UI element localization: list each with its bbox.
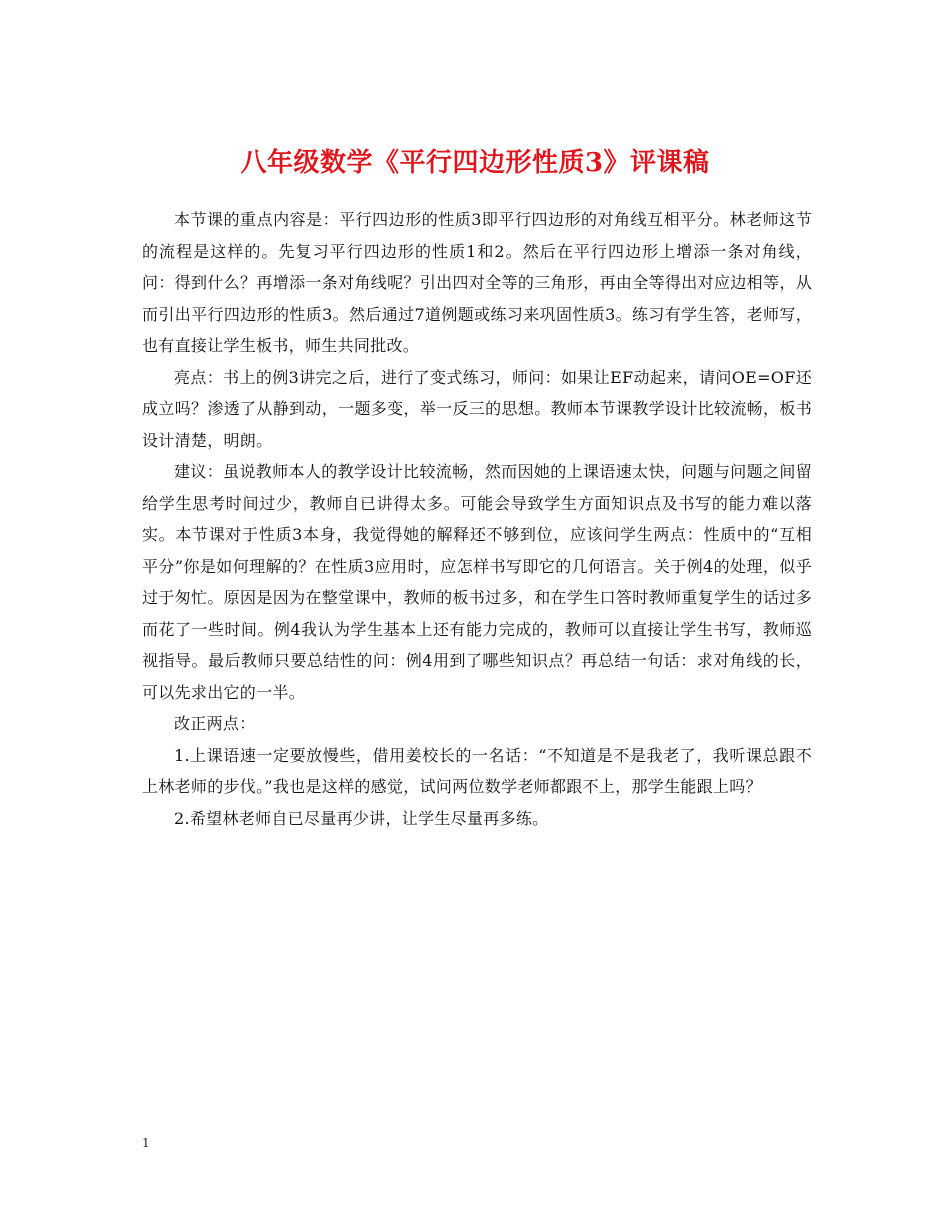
paragraph-improvement-2: 2.希望林老师自已尽量再少讲，让学生尽量再多练。 (174, 808, 549, 828)
document-title: 八年级数学《平行四边形性质3》评课稿 (240, 148, 710, 179)
paragraph-improvements-heading: 改正两点： (174, 714, 256, 733)
paragraph-highlights: 亮点：书上的例3讲完之后，进行了变式练习，师问：如果让EF动起来，请问OE=OF还成立吗？渗透了从静到动，一题多变，举一反三的思想。教师本节课教学设计比较流畅，板书设计清楚，明朗。 (142, 367, 812, 450)
page-number: 1 (142, 1136, 150, 1150)
paragraph-summary: 本节课的重点内容是：平行四边形的性质3即平行四边形的对角线互相平分。林老师这节的流程是这样的。先复习平行四边形的性质1和2。然后在平行四边形上增添一条对角线，问：得到什么？再增添一条对角线呢？引出四对全等的三角形，再由全等得出对应边相等，从而引出平行四边形的性质3。然后通过7道例题或练习来巩固性质3。练习有学生答，老师写，也有直接让学生板书，师生共同批改。 (142, 210, 812, 355)
paragraph-improvement-1: 1.上课语速一定要放慢些，借用姜校长的一名话：“不知道是不是我老了，我听课总跟不上林老师的步伐。”我也是这样的感觉，试问两位数学老师都跟不上，那学生能跟上吗？ (142, 745, 812, 796)
paragraph-suggestions: 建议：虽说教师本人的教学设计比较流畅，然而因她的上课语速太快，问题与问题之间留给学生思考时间过少，教师自已讲得太多。可能会导致学生方面知识点及书写的能力难以落实。本节课对于性质3本身，我觉得她的解释还不够到位，应该问学生两点：性质中的“互相平分”你是如何理解的？在性质3应用时，应怎样书写即它的几何语言。关于例4的处理，似乎过于匆忙。原因是因为在整堂课中，教师的板书过多，和在学生口答时教师重复学生的话过多而花了一些时间。例4我认为学生基本上还有能力完成的，教师可以直接让学生书写，教师巡视指导。最后教师只要总结性的问：例4用到了哪些知识点？再总结一句话：求对角线的长，可以先求出它的一半。 (142, 462, 812, 702)
document-body (142, 204, 812, 834)
